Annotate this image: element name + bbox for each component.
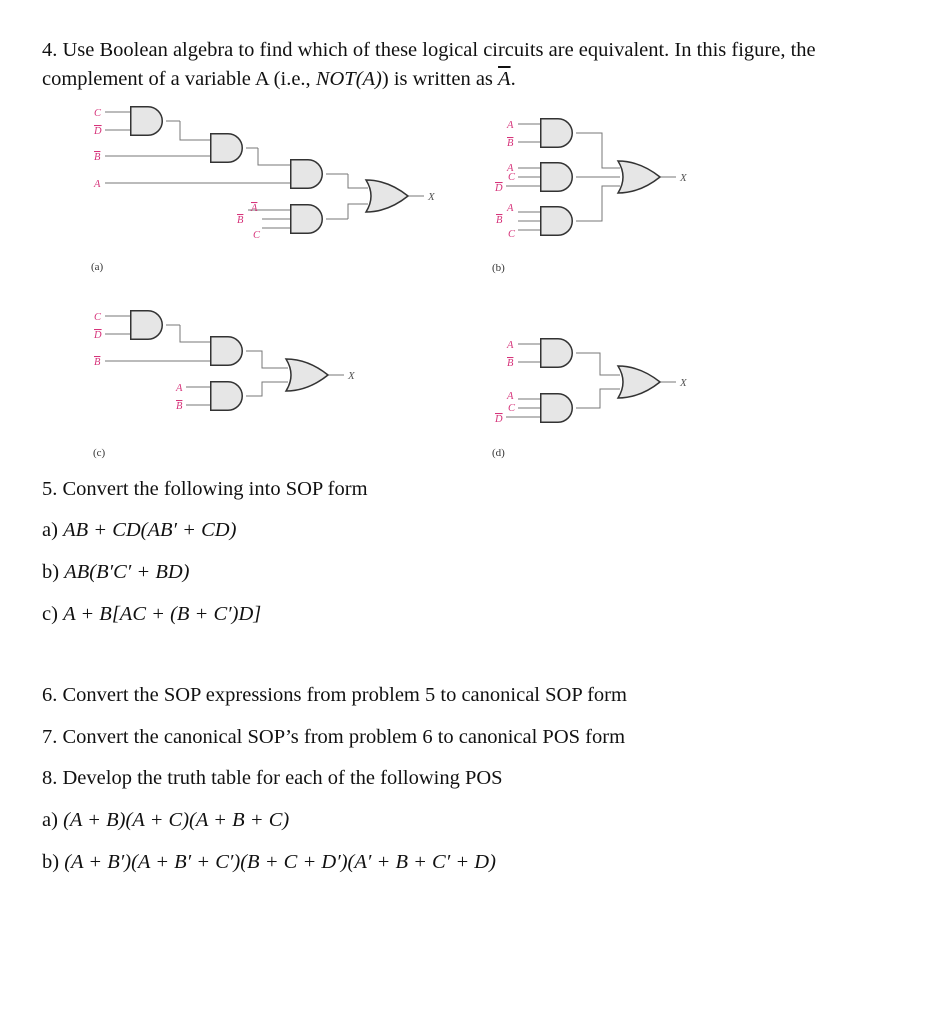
input-label: A — [507, 163, 514, 174]
question-4-suffix: . — [510, 68, 516, 90]
boolean-expression: AB(B′C′ + BD) — [64, 561, 190, 583]
input-label: D — [94, 126, 102, 137]
input-label: B — [176, 401, 183, 412]
and-gate — [291, 160, 323, 189]
item-label: a) — [42, 519, 64, 541]
input-label: B — [507, 138, 514, 149]
question-4-text: 4. Use Boolean algebra to find which of these logical circuits are equivalent. In this figure, the complement of a variable A (i.e., — [42, 39, 816, 90]
question-4-middle: ) is written as — [381, 68, 499, 90]
item-label: b) — [42, 561, 65, 583]
output-label: X — [428, 191, 435, 203]
boolean-expression: (A + B)(A + C)(A + B + C) — [63, 809, 290, 831]
input-label: D — [495, 183, 503, 194]
item-label: c) — [42, 603, 64, 625]
caption-b: (b) — [492, 262, 505, 274]
input-label: D — [495, 414, 503, 425]
and-gate — [541, 207, 573, 236]
and-gate — [131, 107, 163, 136]
and-gate — [211, 337, 243, 366]
question-5-item — [42, 561, 189, 584]
input-label: A — [507, 391, 514, 402]
question-5-item — [42, 519, 236, 542]
boolean-expression: A + B[AC + (B + C′)D] — [63, 603, 262, 625]
question-5-item — [42, 603, 261, 626]
boolean-expression: AB + CD(AB′ + CD) — [63, 519, 237, 541]
input-label: A — [507, 120, 514, 131]
item-label: a) — [42, 809, 64, 831]
and-gate — [541, 119, 573, 148]
input-label: B — [237, 215, 244, 226]
input-label: B — [496, 215, 503, 226]
question-6: 6. Convert the SOP expressions from problem 5 to canonical SOP form — [42, 684, 627, 706]
and-gate — [291, 205, 323, 234]
or-gate — [618, 366, 660, 398]
question-8-heading: 8. Develop the truth table for each of the following POS — [42, 767, 503, 789]
output-label: X — [680, 377, 687, 389]
and-gate — [541, 339, 573, 368]
caption-a: (a) — [91, 261, 104, 273]
input-label: A — [507, 203, 514, 214]
item-label: b) — [42, 851, 65, 873]
input-label: A — [251, 203, 258, 214]
input-label: B — [507, 358, 514, 369]
input-label: B — [94, 357, 101, 368]
question-8-item — [42, 809, 289, 832]
input-label: A — [507, 340, 514, 351]
question-5-heading: 5. Convert the following into SOP form — [42, 478, 368, 500]
input-label: A — [176, 383, 183, 394]
caption-d: (d) — [492, 447, 505, 459]
input-label: D — [94, 330, 102, 341]
input-label: A — [94, 179, 101, 190]
a-bar: $\overline{A}$ — [498, 68, 511, 90]
caption-c: (c) — [93, 447, 106, 459]
or-gate — [618, 161, 660, 193]
input-label: C — [508, 403, 516, 414]
or-gate — [286, 359, 328, 391]
logic-circuits-figure — [0, 0, 942, 470]
and-gate — [211, 382, 243, 411]
question-7: 7. Convert the canonical SOP’s from problem 6 to canonical POS form — [42, 726, 626, 748]
input-label: C — [94, 312, 102, 323]
and-gate — [541, 163, 573, 192]
input-label: C — [94, 108, 102, 119]
and-gate — [211, 134, 243, 163]
output-label: X — [680, 172, 687, 184]
input-label: C — [253, 230, 261, 241]
not-expression: NOT(A) — [315, 68, 382, 90]
output-label: X — [348, 370, 355, 382]
or-gate — [366, 180, 408, 212]
input-label: C — [508, 229, 516, 240]
question-8-item — [42, 851, 496, 874]
and-gate — [541, 394, 573, 423]
input-label: C — [508, 172, 516, 183]
and-gate — [131, 311, 163, 340]
boolean-expression: (A + B′)(A + B′ + C′)(B + C + D′)(A′ + B + C′ + D) — [64, 851, 496, 873]
input-label: B — [94, 152, 101, 163]
